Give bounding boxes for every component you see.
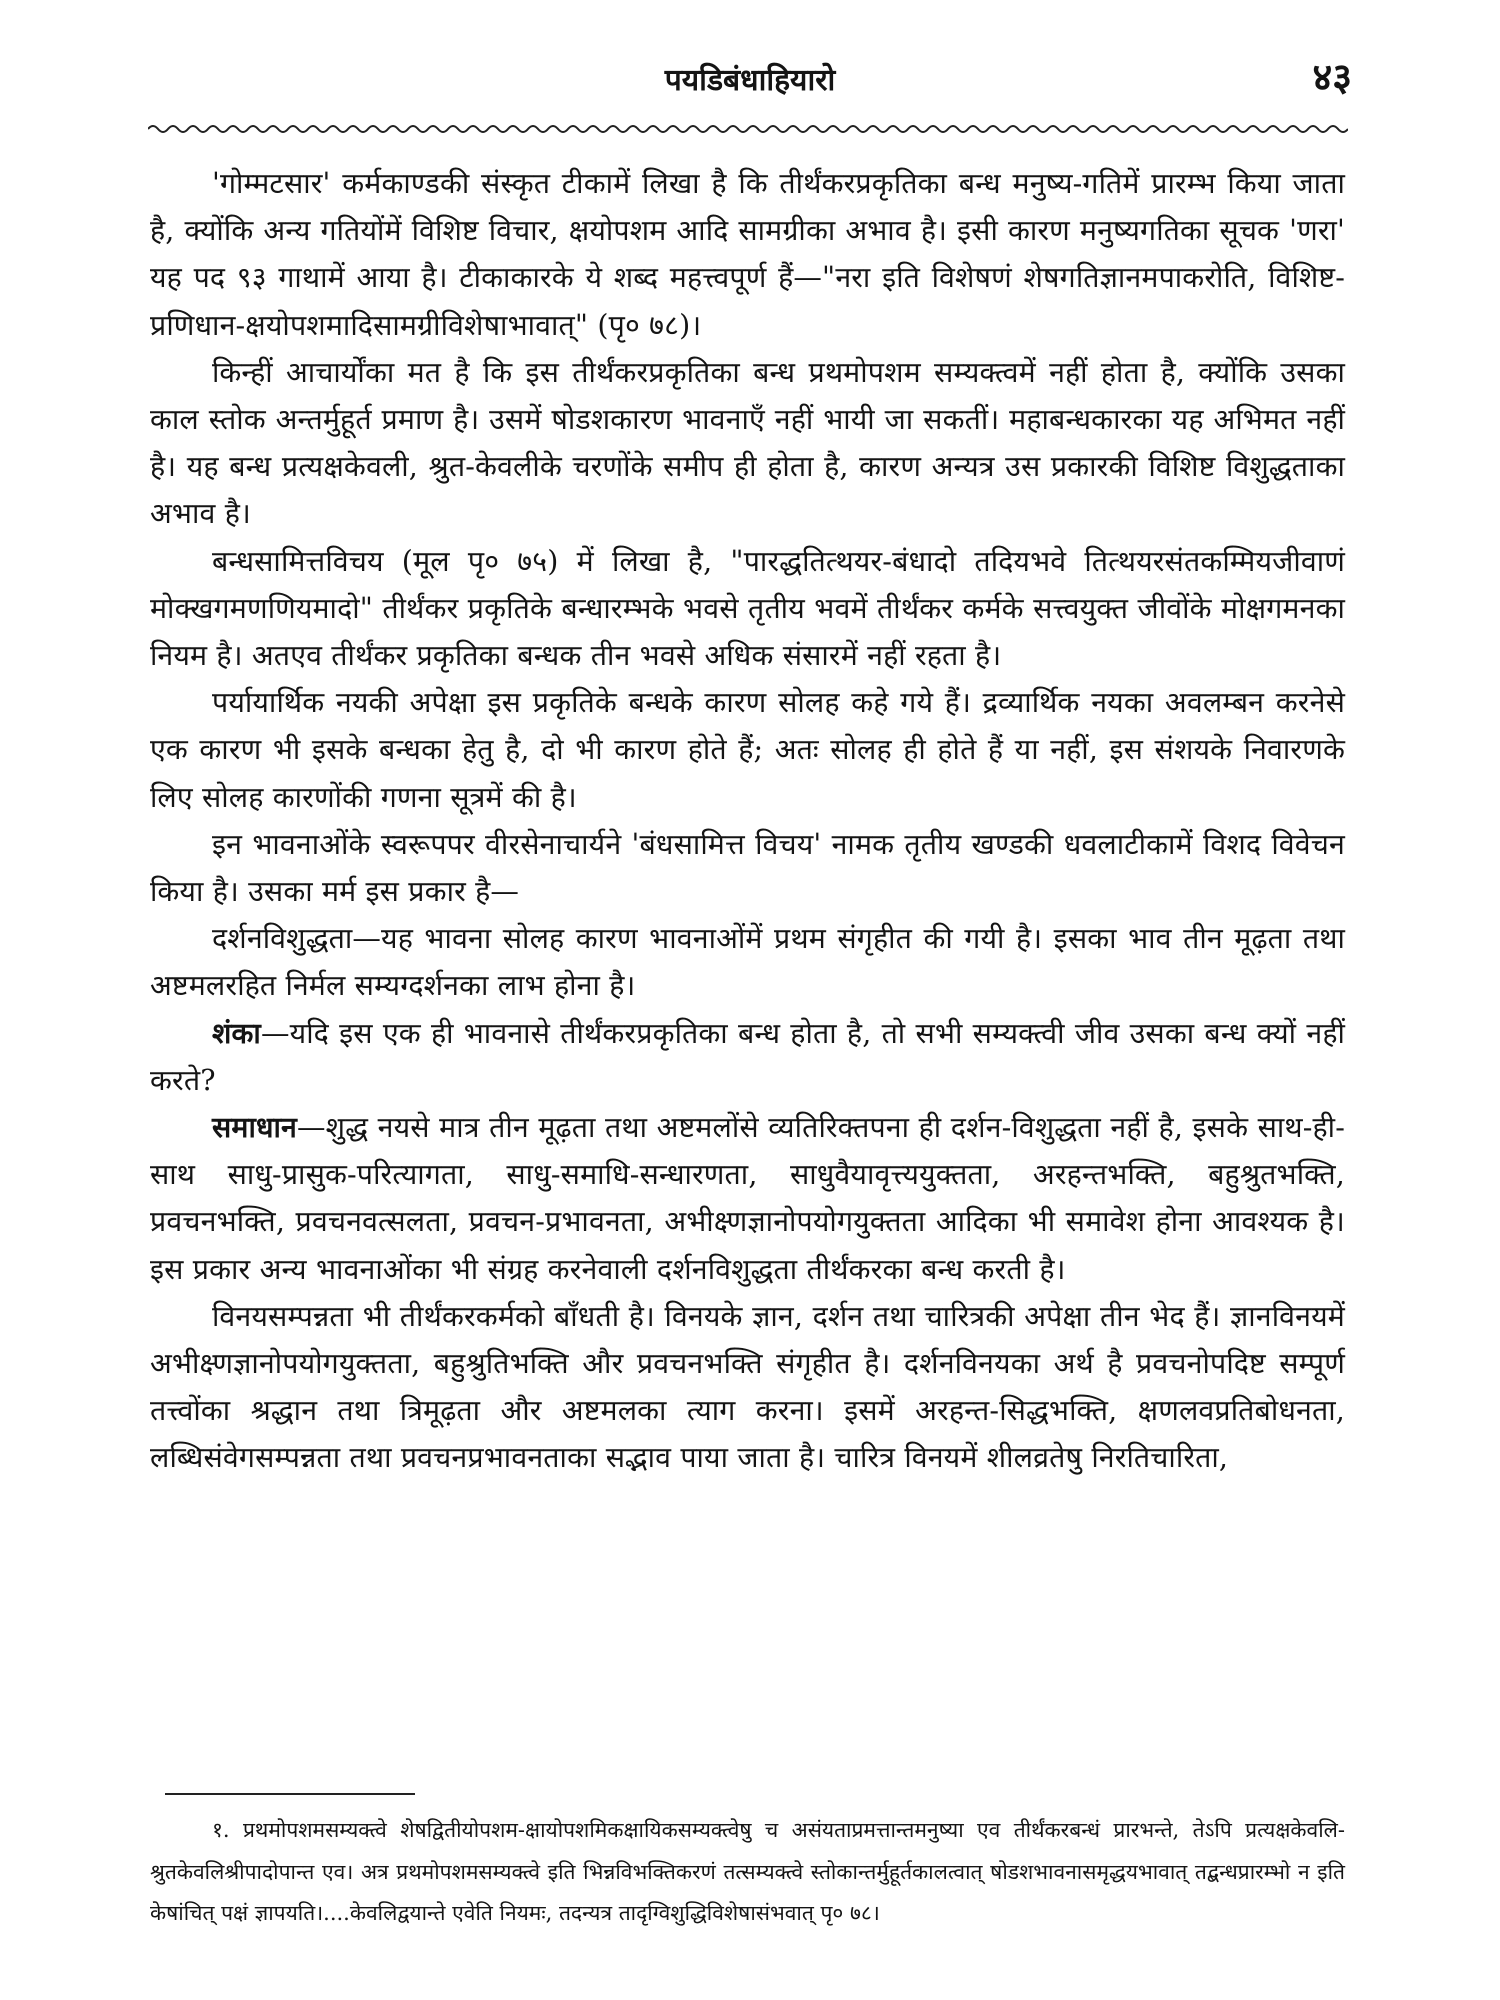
paragraph-text: —यदि इस एक ही भावनासे तीर्थंकरप्रकृतिका बन्ध होता है, तो सभी सम्यक्त्वी जीव उसका बन्ध क्यों नहीं करते? xyxy=(150,1016,1345,1097)
running-head-title: पयडिबंधाहियारो xyxy=(664,63,836,98)
paragraph-bhavana-intro xyxy=(150,821,1345,915)
paragraph-paryayarthika xyxy=(150,679,1345,821)
page-number: ४३ xyxy=(1312,54,1352,99)
wavy-header-rule xyxy=(148,122,1348,136)
paragraph-gommatsar xyxy=(150,160,1345,349)
paragraph-vinayasampannata xyxy=(150,1293,1345,1482)
paragraph-text: बन्धसामित्तविचय (मूल पृ० ७५) में लिखा है, "पारद्धतित्थयर-बंधादो तदियभवे तित्थयरसंतकम्मियजीवाणं मोक्खगमणणियमादो" तीर्थंकर प्रकृतिके बन्धारम्भके भवसे तृतीय भवमें तीर्थंकर कर्मके सत्त्वयुक्त जीवोंके मोक्षगमनका नियम है। अतएव तीर्थंकर प्रकृतिका बन्धक तीन भवसे अधिक संसारमें नहीं रहता है। xyxy=(150,544,1345,673)
paragraph-text: पर्यायार्थिक नयकी अपेक्षा इस प्रकृतिके बन्धके कारण सोलह कहे गये हैं। द्रव्यार्थिक नयका अवलम्बन करनेसे एक कारण भी इसके बन्धका हेतु है, दो भी कारण होते हैं; अतः सोलह ही होते हैं या नहीं, इस संशयके निवारणके लिए सोलह कारणोंकी गणना सूत्रमें की है। xyxy=(150,686,1345,814)
samadhan-label: समाधान xyxy=(212,1110,298,1145)
paragraph-bandhasamitta xyxy=(150,538,1345,680)
paragraph-text: विनयसम्पन्नता भी तीर्थंकरकर्मको बाँधती है। विनयके ज्ञान, दर्शन तथा चारित्रकी अपेक्षा तीन भेद हैं। ज्ञानविनयमें अभीक्ष्णज्ञानोपयोगयुक्तता, बहुश्रुतिभक्ति और प्रवचनभक्ति संगृहीत है। दर्शनविनयका अर्थ है प्रवचनोपदिष्ट सम्पूर्ण तत्त्वोंका श्रद्धान तथा त्रिमूढ़ता और अष्टमलका त्याग करना। इसमें अरहन्त-सिद्धभक्ति, क्षणलवप्रतिबोधनता, लब्धिसंवेगसम्पन्नता तथा प्रवचनप्रभावनताका सद्भाव पाया जाता है। चारित्र विनयमें शीलव्रतेषु निरतिचारिता, xyxy=(150,1299,1345,1475)
footnote-text: १. प्रथमोपशमसम्यक्त्वे शेषद्वितीयोपशम-क्षायोपशमिकक्षायिकसम्यक्त्वेषु च असंयताप्रमत्तान्तमनुष्या एव तीर्थंकरबन्धं प्रारभन्ते, तेऽपि प्रत्यक्षकेवलि-श्रुतकेवलिश्रीपादोपान्त एव। अत्र प्रथमोपशमसम्यक्त्वे इति भिन्नविभक्तिकरणं तत्सम्यक्त्वे स्तोकान्तर्मुहूर्तकालत्वात् षोडशभावनासमृद्धयभावात् तद्बन्धप्रारम्भो न इति केषांचित् पक्षं ज्ञापयति।....केवलिद्वयान्ते एवेति नियमः, तदन्यत्र तादृग्विशुद्धिविशेषासंभवात् पृ० ७८। xyxy=(150,1818,1345,1925)
footnote xyxy=(150,1810,1345,1935)
paragraph-text: किन्हीं आचार्योंका मत है कि इस तीर्थंकरप्रकृतिका बन्ध प्रथमोपशम सम्यक्त्वमें नहीं होता है, क्योंकि उसका काल स्तोक अन्तर्मुहूर्त प्रमाण है। उसमें षोडशकारण भावनाएँ नहीं भायी जा सकतीं। महाबन्धकारका यह अभिमत नहीं है। यह बन्ध प्रत्यक्षकेवली, श्रुत-केवलीके चरणोंके समीप ही होता है, कारण अन्यत्र उस प्रकारकी विशिष्ट विशुद्धताका अभाव है। xyxy=(150,355,1345,531)
paragraph-shanka xyxy=(150,1010,1345,1104)
paragraph-text: 'गोम्मटसार' कर्मकाण्डकी संस्कृत टीकामें लिखा है कि तीर्थंकरप्रकृतिका बन्ध मनुष्य-गतिमें प्रारम्भ किया जाता है, क्योंकि अन्य गतियोंमें विशिष्ट विचार, क्षयोपशम आदि सामग्रीका अभाव है। इसी कारण मनुष्यगतिका सूचक 'णरा' यह पद ९३ गाथामें आया है। टीकाकारके ये शब्द महत्त्वपूर्ण हैं—"नरा इति विशेषणं शेषगतिज्ञानमपाकरोति, विशिष्ट-प्रणिधान-क्षयोपशमादिसामग्रीविशेषाभावात्" (पृ० ७८)। xyxy=(150,167,1345,342)
paragraph-text: —शुद्ध नयसे मात्र तीन मूढ़ता तथा अष्टमलोंसे व्यतिरिक्तपना ही दर्शन-विशुद्धता नहीं है, इसके साथ-ही-साथ साधु-प्रासुक-परित्यागता, साधु-समाधि-सन्धारणता, साधुवैयावृत्त्ययुक्तता, अरहन्तभक्ति, बहुश्रुतभक्ति, प्रवचनभक्ति, प्रवचनवत्सलता, प्रवचन-प्रभावनता, अभीक्ष्णज्ञानोपयोगयुक्तता आदिका भी समावेश होना आवश्यक है। इस प्रकार अन्य भावनाओंका भी संग्रह करनेवाली दर्शनविशुद्धता तीर्थंकरका बन्ध करती है। xyxy=(150,1111,1345,1286)
main-text xyxy=(150,160,1345,1482)
paragraph-darshanavishuddhata xyxy=(150,915,1345,1009)
paragraph-text: इन भावनाओंके स्वरूपपर वीरसेनाचार्यने 'बंधसामित्त विचय' नामक तृतीय खण्डकी धवलाटीकामें विशद विवेचन किया है। उसका मर्म इस प्रकार है— xyxy=(150,827,1345,909)
paragraph-samadhan xyxy=(150,1104,1345,1293)
footnote-separator xyxy=(165,1793,415,1795)
paragraph-acharya-opinion xyxy=(150,349,1345,538)
shanka-label: शंका xyxy=(212,1015,261,1050)
paragraph-text: दर्शनविशुद्धता—यह भावना सोलह कारण भावनाओंमें प्रथम संगृहीत की गयी है। इसका भाव तीन मूढ़ता तथा अष्टमलरहित निर्मल सम्यग्दर्शनका लाभ होना है। xyxy=(150,922,1345,1003)
